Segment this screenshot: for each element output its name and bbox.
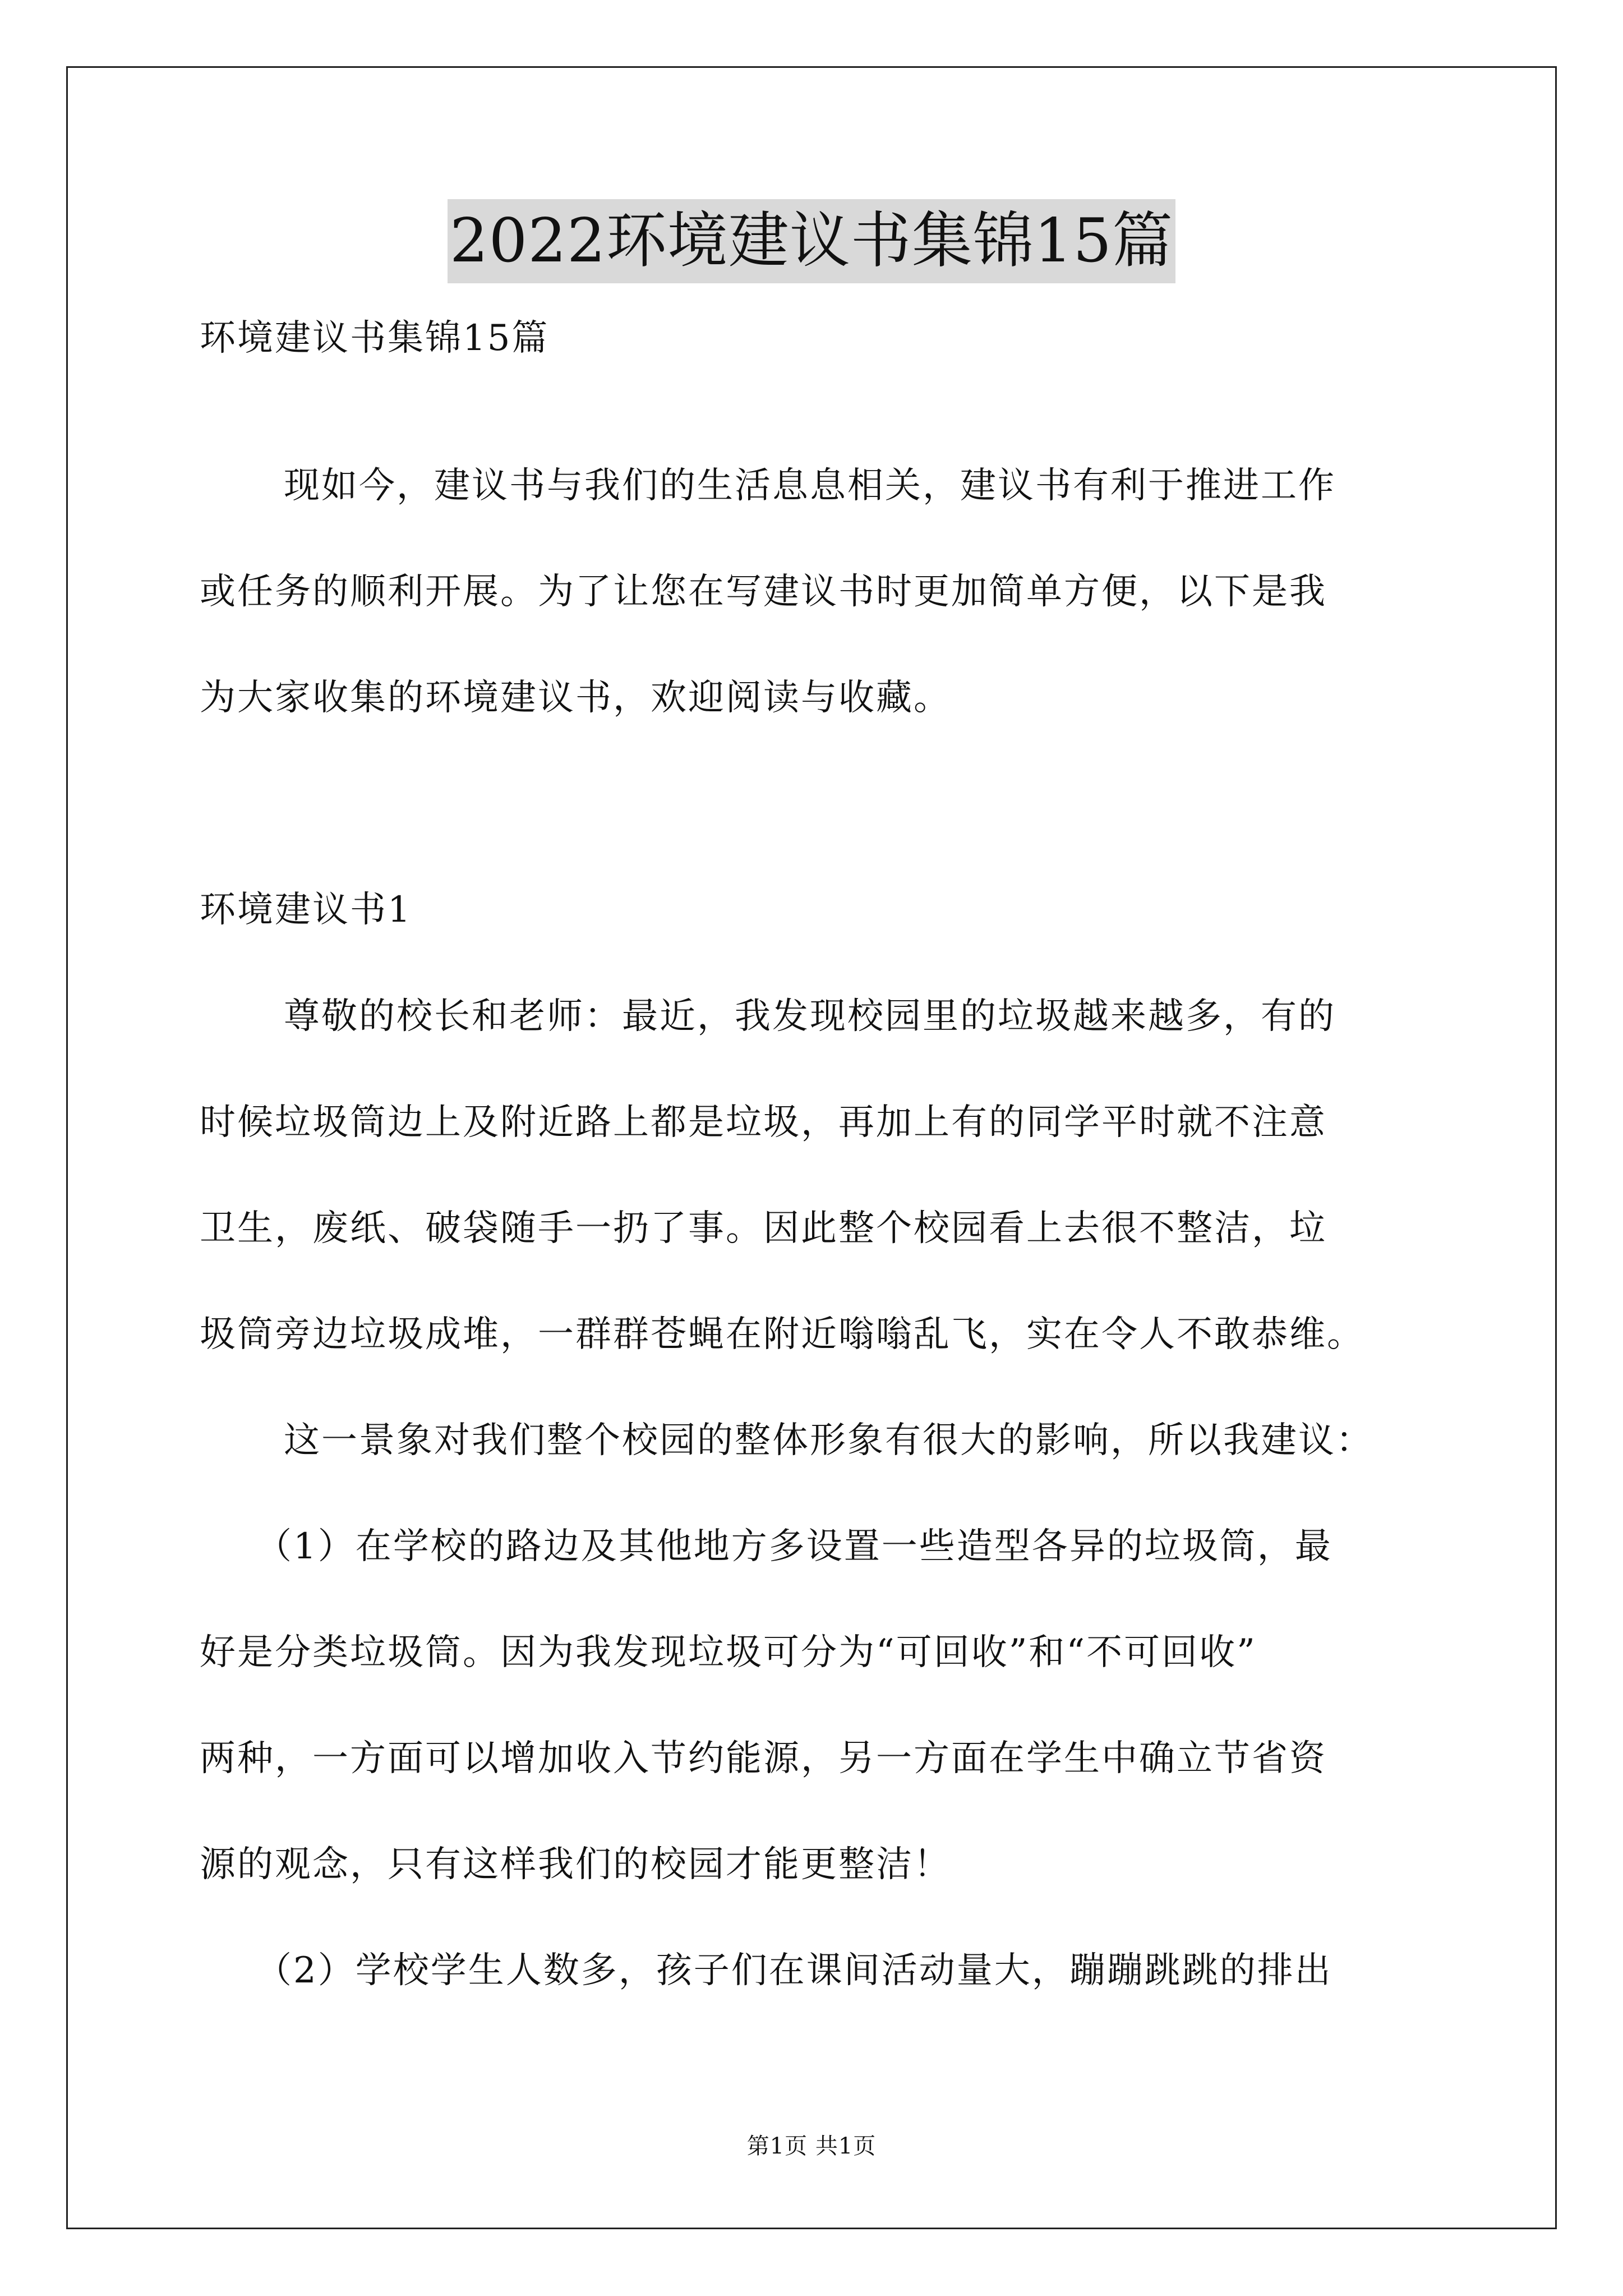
document-title: 2022环境建议书集锦15篇: [448, 199, 1175, 283]
intro-line-1: 现如今，建议书与我们的生活息息相关，建议书有利于推进工作: [284, 465, 1336, 507]
section-heading: 环境建议书1: [200, 889, 412, 931]
section-line-3: 卫生，废纸、破袋随手一扔了事。因此整个校园看上去很不整洁，垃: [200, 1208, 1327, 1249]
section-line-2: 时候垃圾筒边上及附近路上都是垃圾，再加上有的同学平时就不注意: [200, 1102, 1327, 1143]
section-line-7: 好是分类垃圾筒。因为我发现垃圾可分为“可回收”和“不可回收”: [200, 1632, 1257, 1673]
title-area: [0, 199, 1623, 283]
page-footer: 第1页 共1页: [746, 2133, 877, 2159]
section-line-4: 圾筒旁边垃圾成堆，一群群苍蝇在附近嗡嗡乱飞，实在令人不敢恭维。: [200, 1314, 1364, 1355]
section-line-6: （1）在学校的路边及其他地方多设置一些造型各异的垃圾筒，最: [256, 1526, 1332, 1567]
intro-line-3: 为大家收集的环境建议书，欢迎阅读与收藏。: [200, 677, 951, 719]
section-line-8: 两种，一方面可以增加收入节约能源，另一方面在学生中确立节省资: [200, 1738, 1327, 1779]
subtitle: 环境建议书集锦15篇: [200, 318, 550, 359]
section-line-1: 尊敬的校长和老师：最近，我发现校园里的垃圾越来越多，有的: [284, 996, 1336, 1037]
section-line-9: 源的观念，只有这样我们的校园才能更整洁！: [200, 1844, 951, 1885]
section-line-10: （2）学校学生人数多，孩子们在课间活动量大，蹦蹦跳跳的排出: [256, 1950, 1332, 1991]
intro-line-2: 或任务的顺利开展。为了让您在写建议书时更加简单方便，以下是我: [200, 571, 1327, 613]
section-line-5: 这一景象对我们整个校园的整体形象有很大的影响，所以我建议：: [284, 1420, 1373, 1461]
